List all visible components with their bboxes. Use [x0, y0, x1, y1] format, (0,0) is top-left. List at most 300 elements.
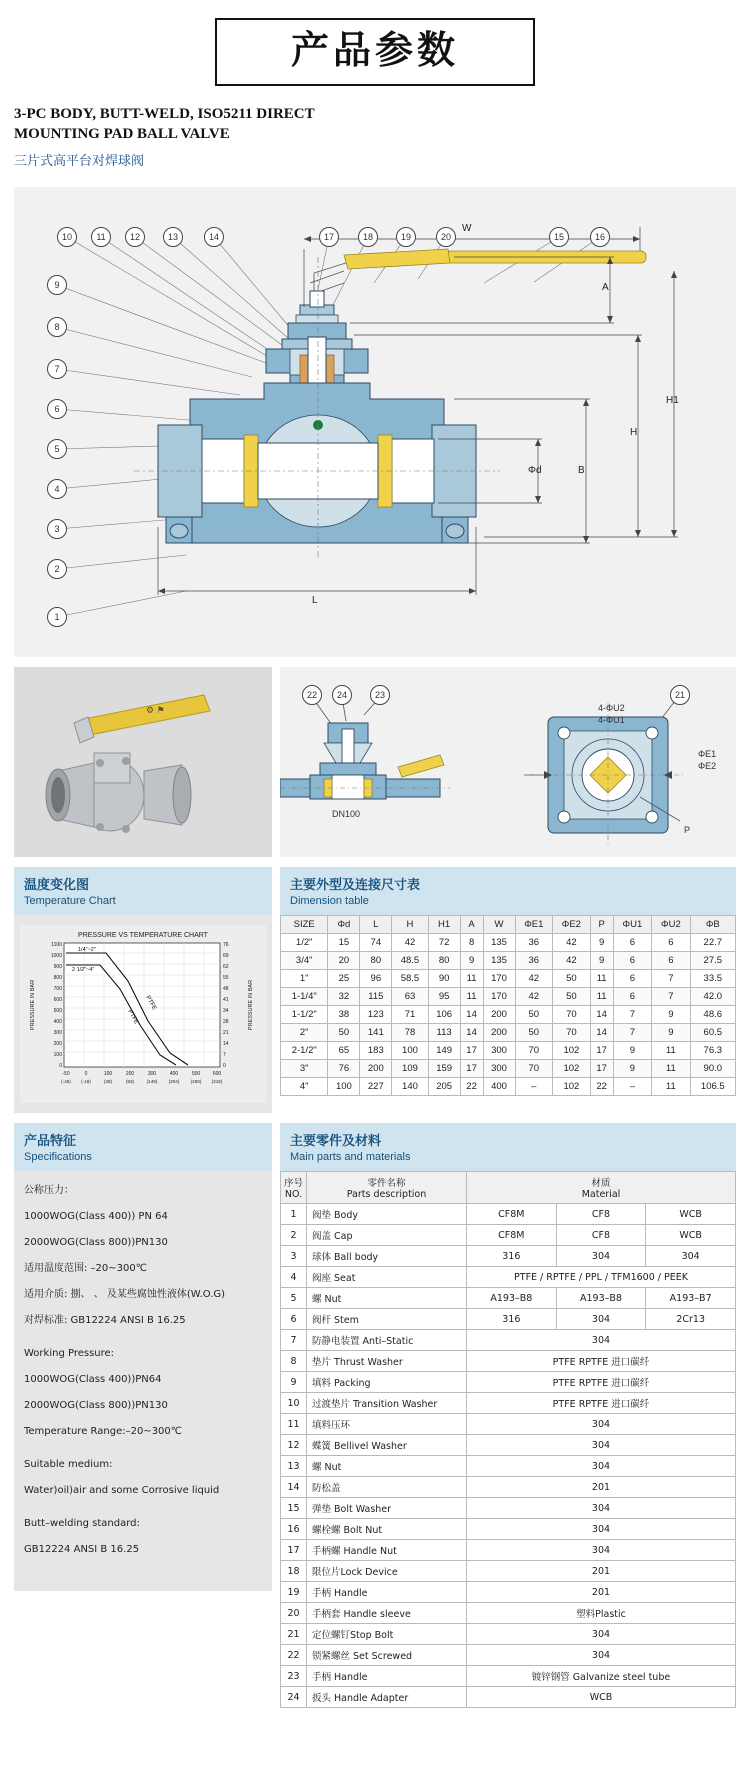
dimension-cell: 50	[515, 1024, 553, 1042]
dimension-cell: 1-1/4"	[281, 988, 328, 1006]
specifications-column	[14, 1123, 272, 1591]
callout-7: 7	[47, 359, 67, 379]
dimension-cell: 141	[360, 1024, 392, 1042]
dimension-cell: 100	[328, 1078, 360, 1096]
part-material: PTFE RPTFE 进口碳纤	[467, 1393, 736, 1414]
dimension-cell: 6	[613, 952, 651, 970]
parts-col-name-en: Parts description	[346, 1189, 427, 1201]
svg-text:200: 200	[53, 1041, 62, 1048]
specification-line: Working Pressure:	[24, 1348, 115, 1360]
parts-table-header-row	[281, 1172, 736, 1204]
dimension-cell: 76.3	[690, 1042, 735, 1060]
part-material: PTFE RPTFE 进口碳纤	[467, 1351, 736, 1372]
dimension-cell: 22	[460, 1078, 483, 1096]
dimension-table	[280, 915, 736, 1096]
svg-text:41: 41	[223, 997, 229, 1004]
table-row	[281, 1561, 736, 1582]
dimension-cell: 100	[392, 1042, 428, 1060]
callout-21: 21	[670, 685, 690, 705]
dimension-cell: 25	[328, 970, 360, 988]
flange-label-E1: ΦE1	[698, 749, 717, 760]
dimension-cell: 48.5	[392, 952, 428, 970]
table-row	[281, 1042, 736, 1060]
svg-text:400: 400	[53, 1019, 62, 1026]
dimension-cell: 42	[515, 970, 553, 988]
valve-photo-svg	[14, 667, 272, 857]
dimension-cell: 20	[328, 952, 360, 970]
dimension-cell: 11	[590, 988, 613, 1006]
table-row	[281, 1498, 736, 1519]
photo-and-detail-row	[14, 667, 736, 857]
part-no: 19	[281, 1582, 307, 1603]
part-name: 过渡垫片 Transition Washer	[307, 1393, 467, 1414]
dimension-cell: 42	[515, 988, 553, 1006]
product-en-title-line2: MOUNTING PAD BALL VALVE	[14, 126, 230, 143]
dimension-cell: 140	[392, 1078, 428, 1096]
part-name: 螺栓螺 Bolt Nut	[307, 1519, 467, 1540]
part-material: 2Cr13	[646, 1309, 736, 1330]
part-no: 21	[281, 1624, 307, 1645]
chart-and-dimension-row	[14, 867, 736, 1113]
dimension-cell: 65	[328, 1042, 360, 1060]
part-no: 12	[281, 1435, 307, 1456]
callout-19: 19	[396, 227, 416, 247]
part-no: 1	[281, 1204, 307, 1225]
svg-text:2 1/2"~4": 2 1/2"~4"	[72, 967, 95, 974]
dimension-cell: 17	[460, 1060, 483, 1078]
part-material: 塑料Plastic	[467, 1603, 736, 1624]
dimension-header-en: Dimension table	[290, 895, 369, 908]
dimension-cell: 72	[428, 934, 460, 952]
dimension-cell: 15	[328, 934, 360, 952]
parts-col-no	[281, 1172, 307, 1204]
svg-text:PRESSURE VS TEMPERATURE CHART: PRESSURE VS TEMPERATURE CHART	[78, 932, 208, 940]
dimension-cell: 123	[360, 1006, 392, 1024]
parts-header-cn: 主要零件及材料	[290, 1134, 382, 1150]
specification-line: 适用介质: 捌、 、 及某些腐蚀性液体(W.O.G)	[24, 1289, 226, 1301]
table-row	[281, 1582, 736, 1603]
specifications-header-cn: 产品特征	[24, 1134, 77, 1150]
svg-text:62: 62	[223, 964, 229, 971]
dim-label-A: A	[602, 282, 609, 294]
svg-text:100: 100	[103, 1071, 113, 1078]
specification-line: 公称压力：	[24, 1185, 74, 1197]
callout-6: 6	[47, 399, 67, 419]
specification-line: 1000WOG(Class 400))PN64	[24, 1374, 162, 1386]
svg-text:(38): (38)	[103, 1079, 113, 1085]
dimension-cell: 22.7	[690, 934, 735, 952]
parts-col-name-cn: 零件名称	[367, 1178, 406, 1190]
svg-text:400: 400	[169, 1071, 179, 1078]
part-material: 304	[467, 1498, 736, 1519]
callout-9: 9	[47, 275, 67, 295]
part-material: 304	[556, 1246, 646, 1267]
callout-8: 8	[47, 317, 67, 337]
dimension-cell: 70	[553, 1024, 591, 1042]
table-row	[281, 1372, 736, 1393]
callout-16: 16	[590, 227, 610, 247]
dimension-cell: 50	[328, 1024, 360, 1042]
part-no: 10	[281, 1393, 307, 1414]
dimension-cell: 42	[553, 934, 591, 952]
part-name: 手柄螺 Handle Nut	[307, 1540, 467, 1561]
dimension-cell: 27.5	[690, 952, 735, 970]
temperature-header-en: Temperature Chart	[24, 895, 116, 908]
svg-text:PRESSURE IN BAR: PRESSURE IN BAR	[30, 980, 36, 1031]
part-material: A193–B7	[646, 1288, 736, 1309]
dimension-cell: 3/4"	[281, 952, 328, 970]
svg-text:0: 0	[223, 1063, 226, 1070]
dimension-cell: 58.5	[392, 970, 428, 988]
svg-text:(-46): (-46)	[61, 1079, 71, 1085]
table-row	[281, 934, 736, 952]
dimension-cell: 135	[483, 934, 515, 952]
svg-text:PTFE: PTFE	[126, 1009, 140, 1026]
dimension-cell: 205	[428, 1078, 460, 1096]
part-material: WCB	[646, 1225, 736, 1246]
callout-11: 11	[91, 227, 111, 247]
part-no: 8	[281, 1351, 307, 1372]
svg-text:0: 0	[84, 1071, 88, 1078]
dimension-cell: 70	[515, 1042, 553, 1060]
dimension-cell: 80	[428, 952, 460, 970]
part-material: 304	[467, 1645, 736, 1666]
temperature-chart-wrap	[14, 915, 272, 1113]
part-name: 蝶簧 Bellivel Washer	[307, 1435, 467, 1456]
dimension-col-9: P	[590, 916, 613, 934]
part-material: 304	[467, 1435, 736, 1456]
callout-14: 14	[204, 227, 224, 247]
dimension-cell: 76	[328, 1060, 360, 1078]
dimension-column	[280, 867, 736, 1096]
table-row	[281, 1666, 736, 1687]
part-material: 316	[467, 1246, 557, 1267]
specifications-section-header	[14, 1123, 272, 1171]
part-material: 镀锌钢管 Galvanize steel tube	[467, 1666, 736, 1687]
table-row	[281, 1351, 736, 1372]
flange-label-P: P	[684, 825, 691, 836]
part-material: 304	[467, 1330, 736, 1351]
svg-text:300: 300	[53, 1030, 62, 1037]
part-material: 201	[467, 1582, 736, 1603]
dimension-cell: 14	[590, 1024, 613, 1042]
svg-text:21: 21	[223, 1030, 229, 1037]
dimension-cell: 183	[360, 1042, 392, 1060]
svg-text:DN100: DN100	[331, 809, 361, 820]
dimension-cell: 9	[613, 1060, 651, 1078]
part-material: CF8M	[467, 1225, 557, 1246]
svg-text:1100: 1100	[51, 942, 62, 949]
specification-line: 适用温度范围: –20~300℃	[24, 1263, 147, 1275]
dimension-cell: 36	[515, 952, 553, 970]
part-name: 阀垫 Body	[307, 1204, 467, 1225]
part-no: 22	[281, 1645, 307, 1666]
part-material: CF8M	[467, 1204, 557, 1225]
dimension-cell: 11	[590, 970, 613, 988]
dim-label-W: W	[462, 223, 472, 235]
svg-text:(204): (204)	[168, 1079, 180, 1085]
svg-text:200: 200	[125, 1071, 135, 1078]
part-no: 24	[281, 1687, 307, 1708]
dimension-cell: 11	[652, 1060, 690, 1078]
dimension-cell: 170	[483, 988, 515, 1006]
dimension-cell: 80	[360, 952, 392, 970]
dimension-cell: 71	[392, 1006, 428, 1024]
part-name: 填料 Packing	[307, 1372, 467, 1393]
part-name: 垫片 Thrust Washer	[307, 1351, 467, 1372]
dimension-cell: 200	[483, 1024, 515, 1042]
dimension-cell: 9	[652, 1024, 690, 1042]
dimension-cell: 149	[428, 1042, 460, 1060]
dimension-cell: 22	[590, 1078, 613, 1096]
product-parameter-page	[0, 18, 750, 1708]
dimension-cell: 11	[460, 970, 483, 988]
part-material: WCB	[646, 1204, 736, 1225]
svg-text:500: 500	[53, 1008, 62, 1015]
parts-column	[280, 1123, 736, 1708]
table-row	[281, 1645, 736, 1666]
dimension-cell: 11	[652, 1042, 690, 1060]
specification-line: Temperature Range:–20~300℃	[24, 1426, 183, 1438]
dimension-cell: 17	[460, 1042, 483, 1060]
dimension-cell: 227	[360, 1078, 392, 1096]
valve-product-photo	[14, 667, 272, 857]
table-row	[281, 1687, 736, 1708]
dim-label-L: L	[312, 595, 318, 607]
dimension-cell: 60.5	[690, 1024, 735, 1042]
dimension-cell: 200	[360, 1060, 392, 1078]
dimension-cell: 115	[360, 988, 392, 1006]
part-no: 23	[281, 1666, 307, 1687]
part-material: CF8	[556, 1225, 646, 1246]
specifications-header-en: Specifications	[24, 1151, 92, 1164]
header-text-block	[0, 86, 750, 176]
part-no: 5	[281, 1288, 307, 1309]
dimension-col-5: A	[460, 916, 483, 934]
specs-and-parts-row	[14, 1123, 736, 1708]
part-material: 304	[467, 1456, 736, 1477]
part-no: 3	[281, 1246, 307, 1267]
part-material: 304	[467, 1624, 736, 1645]
svg-text:7: 7	[223, 1052, 226, 1059]
table-row	[281, 1060, 736, 1078]
dimension-cell: 7	[613, 1024, 651, 1042]
svg-text:28: 28	[223, 1019, 229, 1026]
part-no: 14	[281, 1477, 307, 1498]
callout-10: 10	[57, 227, 77, 247]
parts-col-no-en: NO.	[284, 1189, 303, 1201]
part-name: 阀杆 Stem	[307, 1309, 467, 1330]
svg-text:(93): (93)	[125, 1079, 135, 1085]
svg-text:100: 100	[53, 1052, 62, 1059]
page-title: 产品参数	[290, 28, 459, 72]
part-name: 球体 Ball body	[307, 1246, 467, 1267]
dimension-cell: 74	[360, 934, 392, 952]
dimension-cell: 90	[428, 970, 460, 988]
dimension-cell: 102	[553, 1078, 591, 1096]
dimension-cell: 7	[652, 970, 690, 988]
dimension-cell: 11	[652, 1078, 690, 1096]
callout-1: 1	[47, 607, 67, 627]
dimension-cell: –	[515, 1078, 553, 1096]
specification-line: 2000WOG(Class 800))PN130	[24, 1237, 168, 1249]
callout-4: 4	[47, 479, 67, 499]
svg-text:700: 700	[53, 986, 62, 993]
dimension-cell: 106.5	[690, 1078, 735, 1096]
part-name: 手柄 Handle	[307, 1666, 467, 1687]
svg-text:PRESSURE IN BAR: PRESSURE IN BAR	[248, 980, 254, 1031]
svg-text:(260): (260)	[190, 1079, 202, 1085]
part-no: 16	[281, 1519, 307, 1540]
dimension-cell: 50	[553, 988, 591, 1006]
dimension-cell: –	[613, 1078, 651, 1096]
dimension-col-10: ΦU1	[613, 916, 651, 934]
svg-text:55: 55	[223, 975, 229, 982]
dimension-cell: 78	[392, 1024, 428, 1042]
callout-5: 5	[47, 439, 67, 459]
part-name: 防静电装置 Anti–Static	[307, 1330, 467, 1351]
dim-label-B: B	[578, 465, 585, 477]
dimension-table-header-row	[281, 916, 736, 934]
product-en-title-line1: 3-PC BODY, BUTT-WELD, ISO5211 DIRECT	[14, 105, 315, 122]
part-no: 13	[281, 1456, 307, 1477]
table-row	[281, 1225, 736, 1246]
dimension-header-cn: 主要外型及连接尺寸表	[290, 878, 421, 894]
part-name: 手柄套 Handle sleeve	[307, 1603, 467, 1624]
dimension-cell: 102	[553, 1060, 591, 1078]
part-no: 2	[281, 1225, 307, 1246]
part-name: 扳头 Handle Adapter	[307, 1687, 467, 1708]
dimension-cell: 300	[483, 1042, 515, 1060]
parts-table	[280, 1171, 736, 1708]
part-name: 防松盖	[307, 1477, 467, 1498]
dimension-cell: 42	[553, 952, 591, 970]
page-title-box	[215, 18, 535, 86]
part-material: A193–B8	[556, 1288, 646, 1309]
dimension-col-1: Φd	[328, 916, 360, 934]
svg-text:76: 76	[223, 942, 229, 949]
specification-line: GB12224 ANSI B 16.25	[24, 1544, 140, 1556]
detail-drawings-panel	[280, 667, 736, 857]
dimension-cell: 6	[652, 952, 690, 970]
callout-24: 24	[332, 685, 352, 705]
parts-col-no-cn: 序号	[283, 1178, 303, 1190]
dimension-cell: 70	[515, 1060, 553, 1078]
dimension-cell: 2-1/2"	[281, 1042, 328, 1060]
dimension-cell: 42	[392, 934, 428, 952]
table-row	[281, 1477, 736, 1498]
callout-3: 3	[47, 519, 67, 539]
dimension-cell: 42.0	[690, 988, 735, 1006]
svg-text:⚙ ⚑: ⚙ ⚑	[146, 705, 165, 716]
dimension-cell: 17	[590, 1060, 613, 1078]
table-row	[281, 1603, 736, 1624]
svg-text:(316): (316)	[211, 1079, 223, 1085]
dimension-col-8: ΦE2	[553, 916, 591, 934]
part-name: 螺 Nut	[307, 1456, 467, 1477]
dimension-cell: 96	[360, 970, 392, 988]
svg-text:69: 69	[223, 953, 229, 960]
dimension-cell: 7	[652, 988, 690, 1006]
dimension-cell: 70	[553, 1006, 591, 1024]
table-row	[281, 1540, 736, 1561]
part-no: 20	[281, 1603, 307, 1624]
dimension-cell: 50	[553, 970, 591, 988]
part-no: 18	[281, 1561, 307, 1582]
dimension-cell: 3"	[281, 1060, 328, 1078]
callout-12: 12	[125, 227, 145, 247]
dimension-cell: 14	[460, 1024, 483, 1042]
valve-technical-drawing	[14, 187, 736, 657]
part-no: 17	[281, 1540, 307, 1561]
dimension-cell: 4"	[281, 1078, 328, 1096]
dim-label-phid: Φd	[528, 465, 542, 477]
part-material: 201	[467, 1477, 736, 1498]
part-material: A193–B8	[467, 1288, 557, 1309]
svg-text:(149): (149)	[146, 1079, 158, 1085]
table-row	[281, 1624, 736, 1645]
table-row	[281, 1309, 736, 1330]
part-material: 316	[467, 1309, 557, 1330]
dimension-cell: 1/2"	[281, 934, 328, 952]
dimension-cell: 1-1/2"	[281, 1006, 328, 1024]
table-row	[281, 1024, 736, 1042]
part-name: 弹垫 Bolt Washer	[307, 1498, 467, 1519]
dimension-cell: 33.5	[690, 970, 735, 988]
part-material: 201	[467, 1561, 736, 1582]
dimension-cell: 9	[590, 952, 613, 970]
dimension-cell: 106	[428, 1006, 460, 1024]
part-material: WCB	[467, 1687, 736, 1708]
part-name: 定位螺钉Stop Bolt	[307, 1624, 467, 1645]
part-name: 阀座 Seat	[307, 1267, 467, 1288]
callout-18: 18	[358, 227, 378, 247]
table-row	[281, 1267, 736, 1288]
dimension-cell: 6	[652, 934, 690, 952]
parts-col-material	[467, 1172, 736, 1204]
dimension-col-4: H1	[428, 916, 460, 934]
specification-line: Suitable medium:	[24, 1459, 113, 1471]
table-row	[281, 970, 736, 988]
specification-line: 1000WOG(Class 400)) PN 64	[24, 1211, 168, 1223]
dimension-cell: 159	[428, 1060, 460, 1078]
table-row	[281, 988, 736, 1006]
parts-col-material-cn: 材质	[591, 1178, 611, 1190]
part-no: 7	[281, 1330, 307, 1351]
dimension-cell: 17	[590, 1042, 613, 1060]
table-row	[281, 1246, 736, 1267]
table-row	[281, 1435, 736, 1456]
dimension-cell: 109	[392, 1060, 428, 1078]
part-name: 锁紧螺丝 Set Screwed	[307, 1645, 467, 1666]
specification-line: 对焊标准: GB12224 ANSI B 16.25	[24, 1315, 186, 1327]
parts-section-header	[280, 1123, 736, 1171]
dimension-cell: 9	[613, 1042, 651, 1060]
dimension-cell: 36	[515, 934, 553, 952]
dimension-col-6: W	[483, 916, 515, 934]
dimension-cell: 1"	[281, 970, 328, 988]
table-row	[281, 1519, 736, 1540]
dimension-col-11: ΦU2	[652, 916, 690, 934]
part-name: 阀盖 Cap	[307, 1225, 467, 1246]
table-row	[281, 1456, 736, 1477]
table-row	[281, 1078, 736, 1096]
parts-header-en: Main parts and materials	[290, 1151, 411, 1164]
part-material: PTFE RPTFE 进口碳纤	[467, 1372, 736, 1393]
callout-17: 17	[319, 227, 339, 247]
dimension-cell: 50	[515, 1006, 553, 1024]
part-material: CF8	[556, 1204, 646, 1225]
